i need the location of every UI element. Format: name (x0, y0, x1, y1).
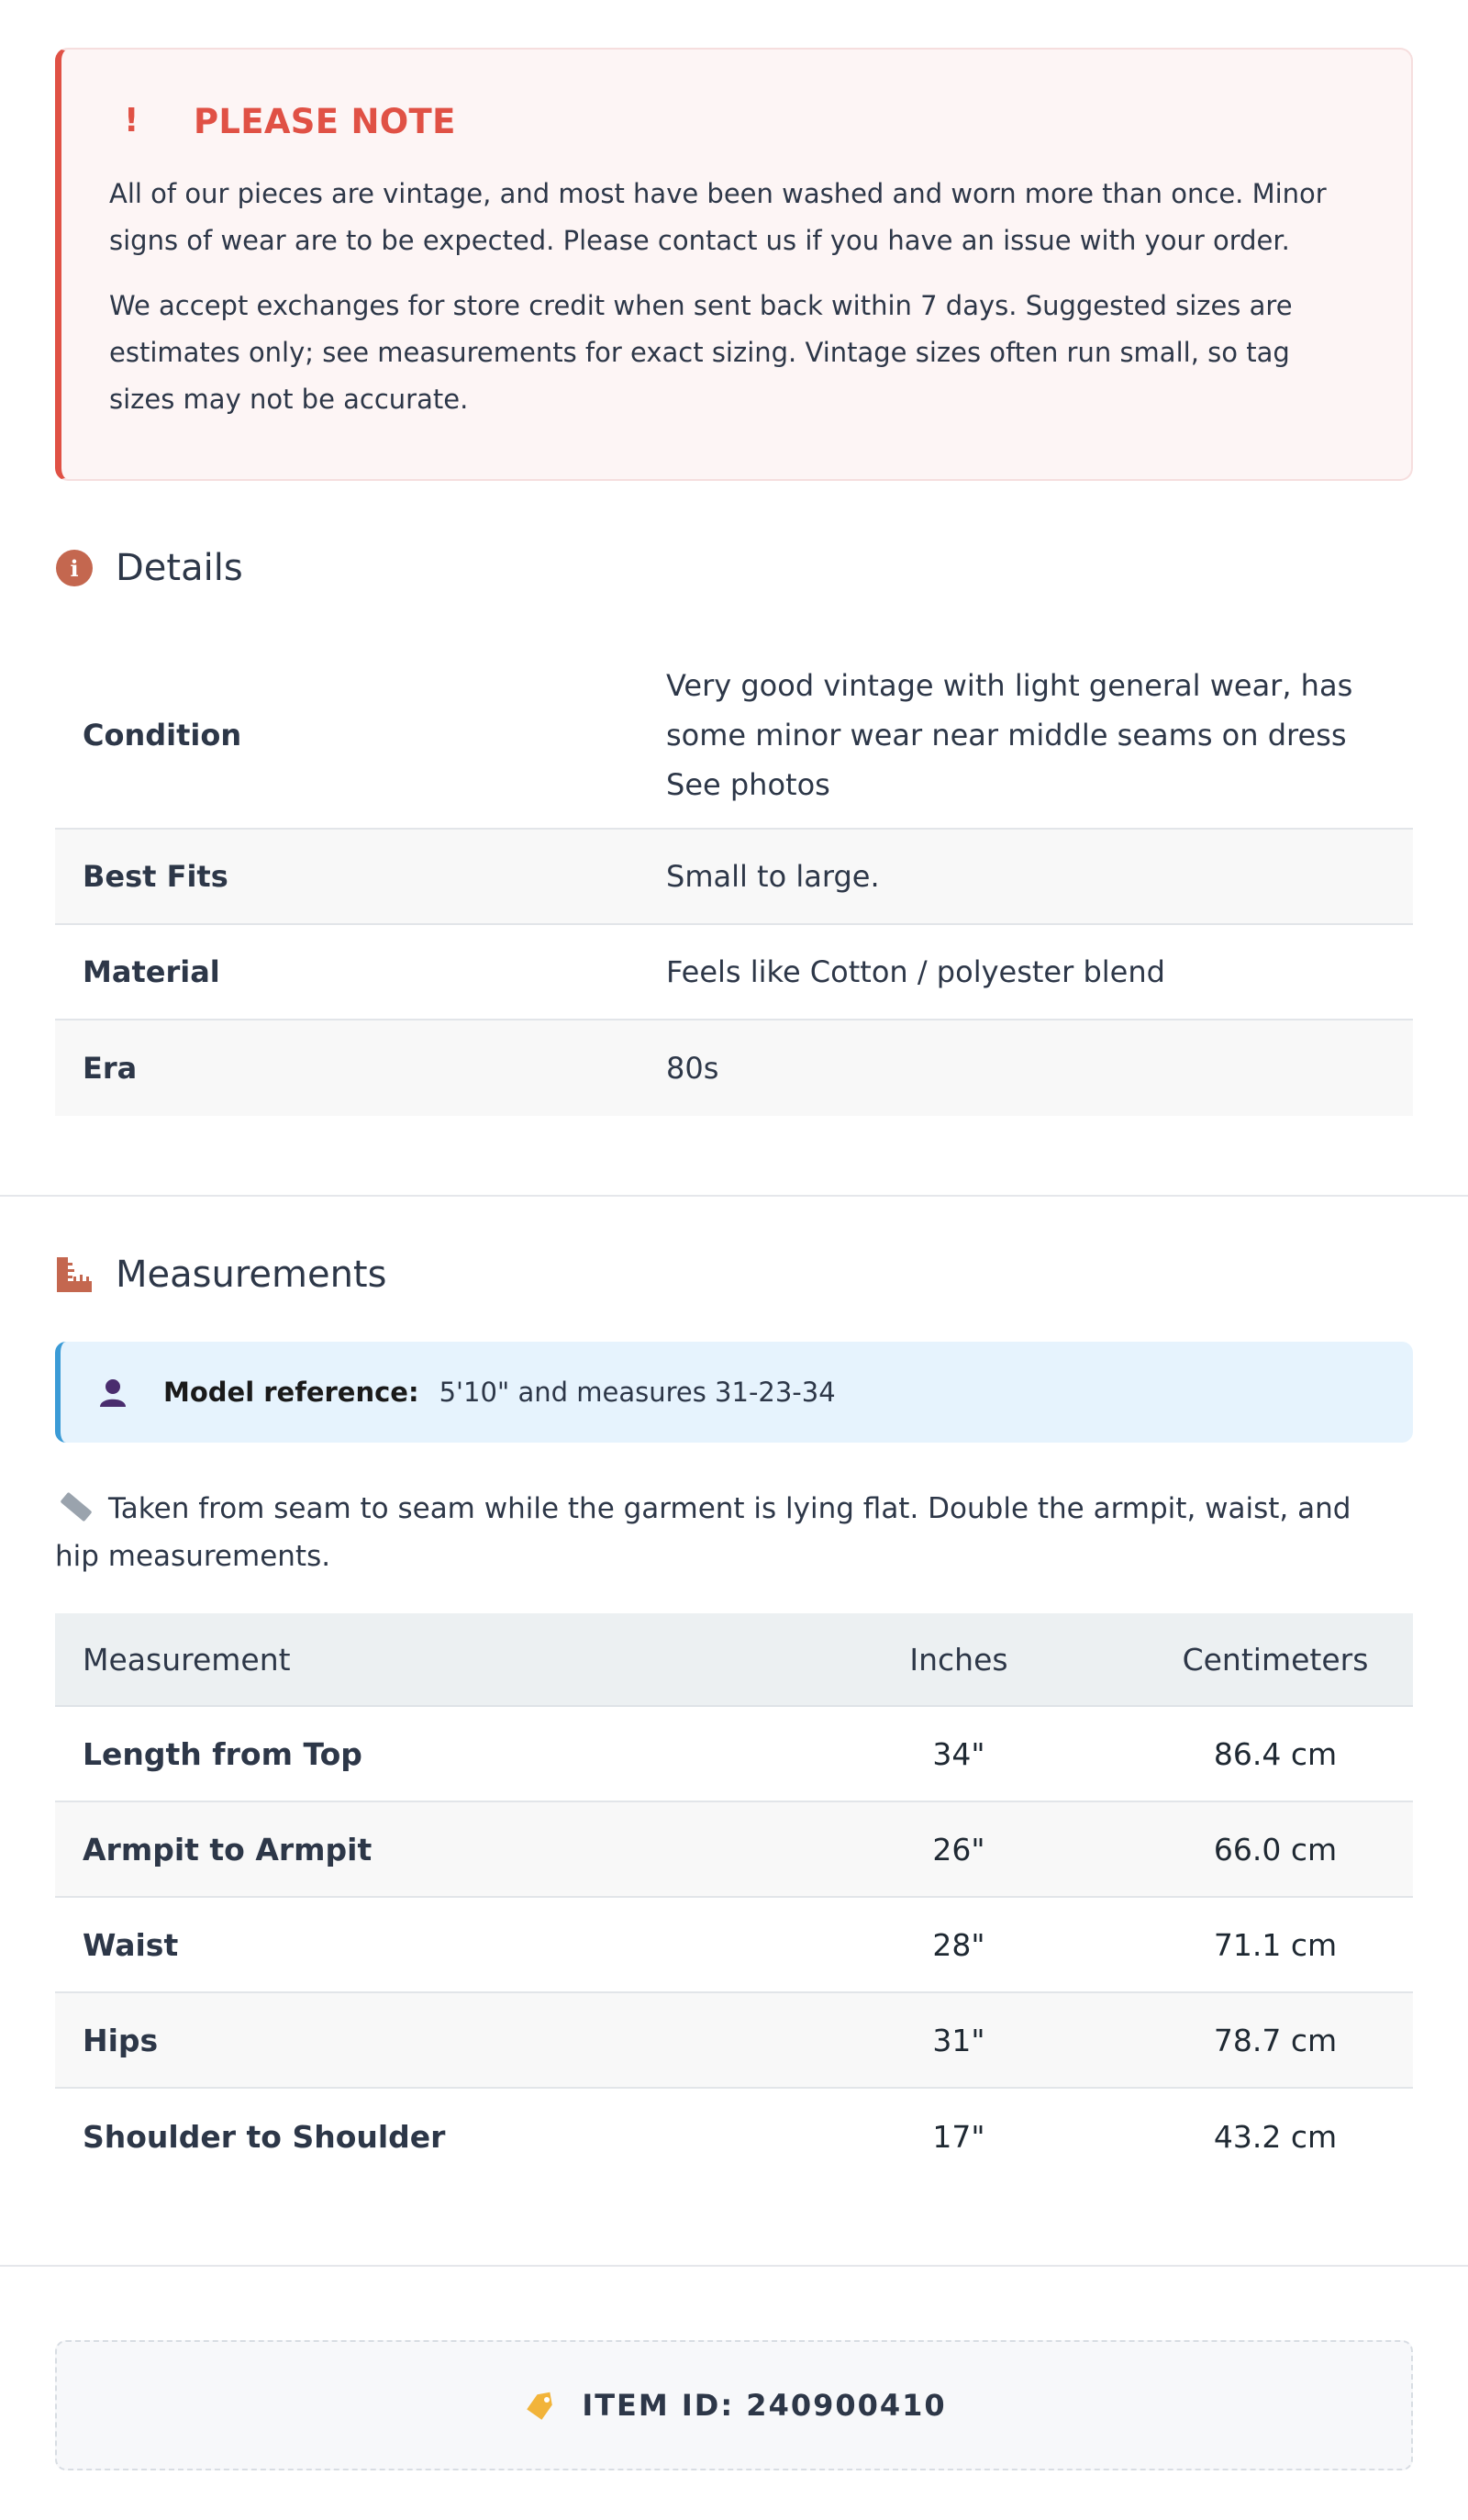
measurement-name: Armpit to Armpit (83, 1831, 373, 1868)
details-row-condition (55, 642, 1413, 830)
measurement-note (55, 1485, 1358, 1580)
model-reference-label: Model reference: (163, 1377, 419, 1408)
details-label: Era (83, 1051, 138, 1086)
model-reference-box (55, 1342, 1413, 1443)
measurement-name: Hips (83, 2022, 159, 2058)
measurement-inches: 28" (932, 1926, 985, 1963)
details-value: 80s (666, 1051, 719, 1086)
measurement-name: Waist (83, 1926, 179, 1963)
measurements-title: Measurements (116, 1254, 387, 1296)
table-header-row (55, 1613, 1413, 1707)
model-reference-value: 5'10" and measures 31-23-34 (439, 1377, 836, 1408)
tag-icon (521, 2387, 558, 2424)
table-row (55, 2089, 1413, 2184)
details-value: Feels like Cotton / polyester blend (666, 954, 1165, 989)
details-row-best-fits (55, 830, 1413, 925)
measurement-name: Length from Top (83, 1735, 362, 1772)
notice-title: PLEASE NOTE (194, 101, 456, 141)
details-value: Very good vintage with light general wear, has some minor wear near middle seams on dress See photos (666, 668, 1353, 802)
measurement-note-text: Taken from seam to seam while the garment is lying flat. Double the armpit, waist, and hip measurements. (55, 1492, 1351, 1573)
notice-header (109, 101, 1363, 141)
notice-paragraph: We accept exchanges for store credit when sent back within 7 days. Suggested sizes are estimates only; see measurements for exact sizing. Vintage sizes often run small, so tag sizes may not be accurate. (109, 290, 1293, 415)
details-value: Small to large. (666, 859, 880, 894)
details-label: Material (83, 954, 220, 989)
ruler-icon (55, 1255, 94, 1294)
ruler-icon (60, 1491, 92, 1522)
item-id-box (55, 2340, 1413, 2470)
details-row-era (55, 1020, 1413, 1116)
measurement-cm: 71.1 cm (1213, 1926, 1338, 1963)
exclamation-icon: ! (124, 102, 139, 139)
column-header-measurement: Measurement (83, 1641, 291, 1678)
details-label: Condition (83, 718, 242, 753)
table-row (55, 1993, 1413, 2089)
person-icon (97, 1377, 128, 1408)
measurement-inches: 31" (932, 2022, 985, 2058)
measurement-cm: 43.2 cm (1213, 2118, 1338, 2155)
measurement-name: Shoulder to Shoulder (83, 2118, 446, 2155)
section-divider (0, 2265, 1468, 2267)
details-title: Details (116, 547, 243, 589)
measurements-table (55, 1613, 1413, 2184)
details-label: Best Fits (83, 859, 228, 894)
measurement-inches: 34" (932, 1735, 985, 1772)
section-divider (0, 1195, 1468, 1197)
measurement-cm: 78.7 cm (1213, 2022, 1338, 2058)
column-header-centimeters: Centimeters (1182, 1641, 1369, 1678)
details-row-material (55, 925, 1413, 1020)
table-row (55, 1898, 1413, 1993)
measurement-cm: 66.0 cm (1213, 1831, 1338, 1868)
notice-box (55, 48, 1413, 481)
info-icon: i (55, 549, 94, 587)
column-header-inches: Inches (909, 1641, 1008, 1678)
measurements-header (55, 1254, 386, 1296)
item-id: ITEM ID: 240900410 (582, 2388, 947, 2423)
table-row (55, 1707, 1413, 1802)
details-header (55, 547, 243, 589)
details-table (55, 642, 1413, 1116)
measurement-inches: 17" (932, 2118, 985, 2155)
table-row (55, 1802, 1413, 1898)
measurement-inches: 26" (932, 1831, 985, 1868)
notice-paragraph: All of our pieces are vintage, and most have been washed and worn more than once. Minor signs of wear are to be expected. Please contact us if you have an issue with your order. (109, 178, 1327, 256)
measurement-cm: 86.4 cm (1213, 1735, 1338, 1772)
